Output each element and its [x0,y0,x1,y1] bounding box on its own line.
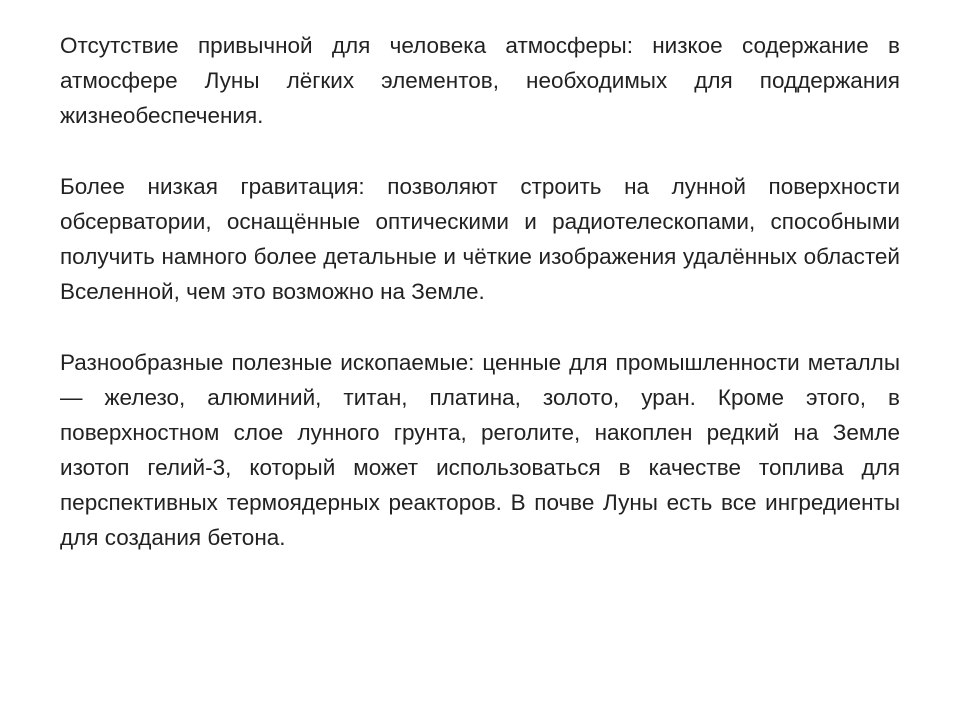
paragraph-gravity: Более низкая гравитация: позволяют строить на лунной поверхности обсерватории, оснащённые оптическими и радиотелескопами, способными получить намного более детальные и чёткие изображения удалённых областей Вселенной, чем это возможно на Земле. [60,174,900,304]
paragraph-atmosphere: Отсутствие привычной для человека атмосферы: низкое содержание в атмосфере Луны лёгких элементов, необходимых для поддержания жизнеобеспечения. [60,33,900,128]
paragraph-minerals: Разнообразные полезные ископаемые: ценные для промышленности металлы — железо, алюминий, титан, платина, золото, уран. Кроме этого, в поверхностном слое лунного грунта, реголите, накоплен редкий на Земле изотоп гелий-3, который может использоваться в качестве топлива для перспективных термоядерных реакторов. В почве Луны есть все ингредиенты для создания бетона. [60,350,900,550]
slide-body [60,28,900,692]
